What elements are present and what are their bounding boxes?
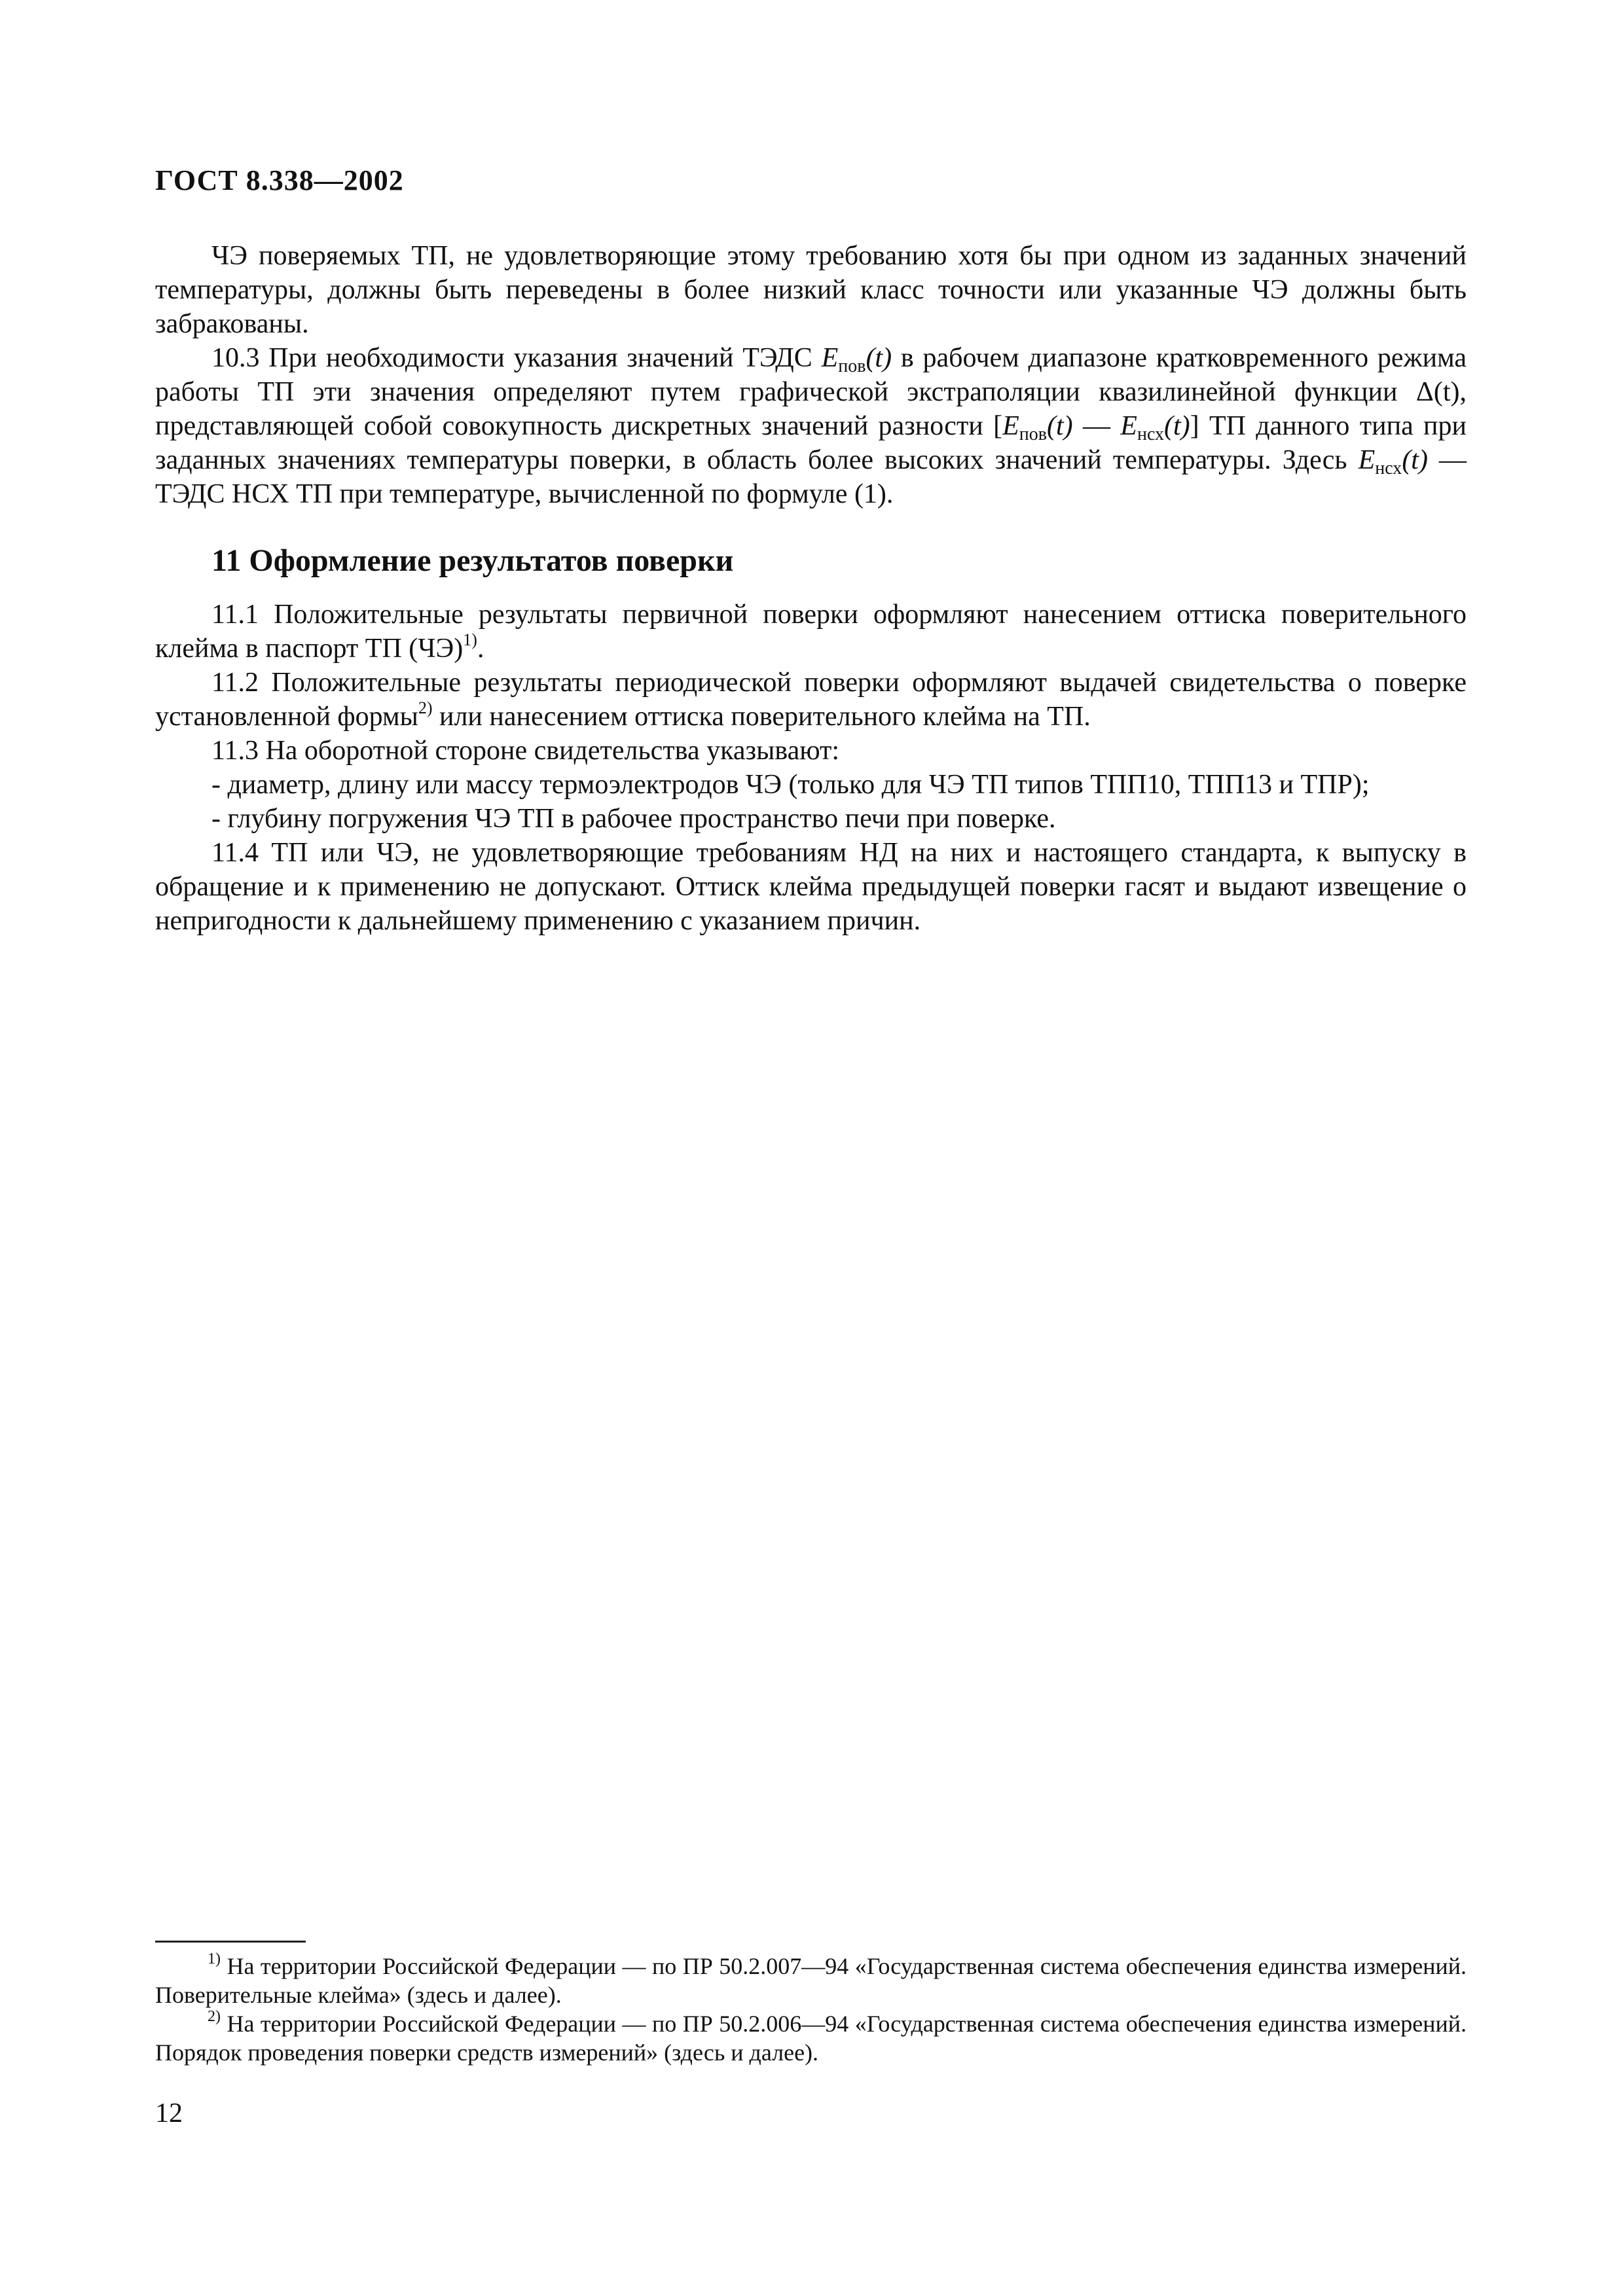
footnote-mark: 1) [208,1950,221,1967]
text-run: 11.2 Положительные результаты периодической поверки оформляют выдачей свидетельства о поверке установленной формы [155,668,1467,732]
paragraph-11-4: 11.4 ТП или ЧЭ, не удовлетворяющие требованиям НД на них и настоящего стандарта, к выпуску в обращение и к применению не допускают. Оттиск клейма предыдущей поверки гасят и выдают извещение о непригодности к дальнейшему применению с указанием причин. [155,838,1467,936]
page-number: 12 [155,2098,183,2128]
document-header: ГОСТ 8.338—2002 [155,164,404,196]
text-run: , представляющей собой совокупность дискретных значений разности [ [155,377,1467,441]
footnote-divider [155,1941,306,1943]
subscript: нсх [1137,424,1164,444]
text-run: в рабочем диапазоне кратковременного режима работы ТП эти значения определяют путем графической экстраполяции квазилинейной функции [155,343,1467,407]
footnotes [155,1952,1467,2067]
paragraph-10-3 [155,341,1467,511]
footnote-mark: 2) [208,2008,221,2025]
text-run: 10.3 При необходимости указания значений ТЭДС [211,343,822,373]
argument-t: (t) [1402,445,1428,475]
text-run: — [1072,411,1121,441]
argument-t: (t) [866,343,892,373]
delta-function: Δ(t) [1415,377,1460,407]
paragraph-text: ЧЭ поверяемых ТП, не удовлетворяющие этому требованию хотя бы при одном из заданных значений температуры, должны быть переведены в более низкий класс точности или указанные ЧЭ должны быть забракованы. [155,241,1467,339]
footnote-ref[interactable]: 1) [463,630,477,649]
symbol-e: E [1358,445,1376,475]
subscript: пов [1019,424,1047,444]
symbol-e: E [821,343,839,373]
paragraph-11-1 [155,598,1467,666]
list-item: - диаметр, длину или массу термоэлектродов ЧЭ (только для ЧЭ ТП типов ТПП10, ТПП13 и ТПР); [211,770,1370,800]
argument-t: (t) [1046,411,1073,441]
list-item: - глубину погружения ЧЭ ТП в рабочее пространство печи при поверке. [211,804,1056,834]
document-body [155,239,1467,938]
text-run: . [477,634,484,664]
paragraph-11-2 [155,666,1467,734]
paragraph-continuation [155,239,1467,341]
symbol-e: E [1002,411,1019,441]
footnote-text: На территории Российской Федерации — по ПР 50.2.007—94 «Государственная система обеспечения единства измерений. Поверительные клейма» (здесь и далее). [155,1953,1467,2008]
text-run: 11.1 Положительные результаты первичной поверки оформляют нанесением оттиска поверительного клейма в паспорт ТП (ЧЭ) [155,600,1467,664]
text-run: — ТЭДС НСХ ТП при температуре, вычисленной по формуле (1). [155,445,1467,509]
section-title: 11 Оформление результатов поверки [211,543,734,578]
argument-t: (t) [1164,411,1190,441]
footnote-item [155,1952,1467,2009]
footnote-text: На территории Российской Федерации — по ПР 50.2.006—94 «Государственная система обеспечения единства измерений. Порядок проведения поверки средств измерений» (здесь и далее). [155,2011,1467,2066]
subscript: нсх [1375,458,1402,478]
footnote-item [155,2009,1467,2067]
symbol-e: E [1120,411,1137,441]
text-run: ] ТП данного типа при заданных значениях температуры поверки, в область более высоких значений температуры. Здесь [155,411,1467,475]
subscript: пов [838,356,866,376]
footnote-ref[interactable]: 2) [418,698,433,717]
text-run: или нанесением оттиска поверительного клейма на ТП. [432,702,1091,732]
paragraph-11-3: 11.3 На оборотной стороне свидетельства указывают: [211,736,840,766]
